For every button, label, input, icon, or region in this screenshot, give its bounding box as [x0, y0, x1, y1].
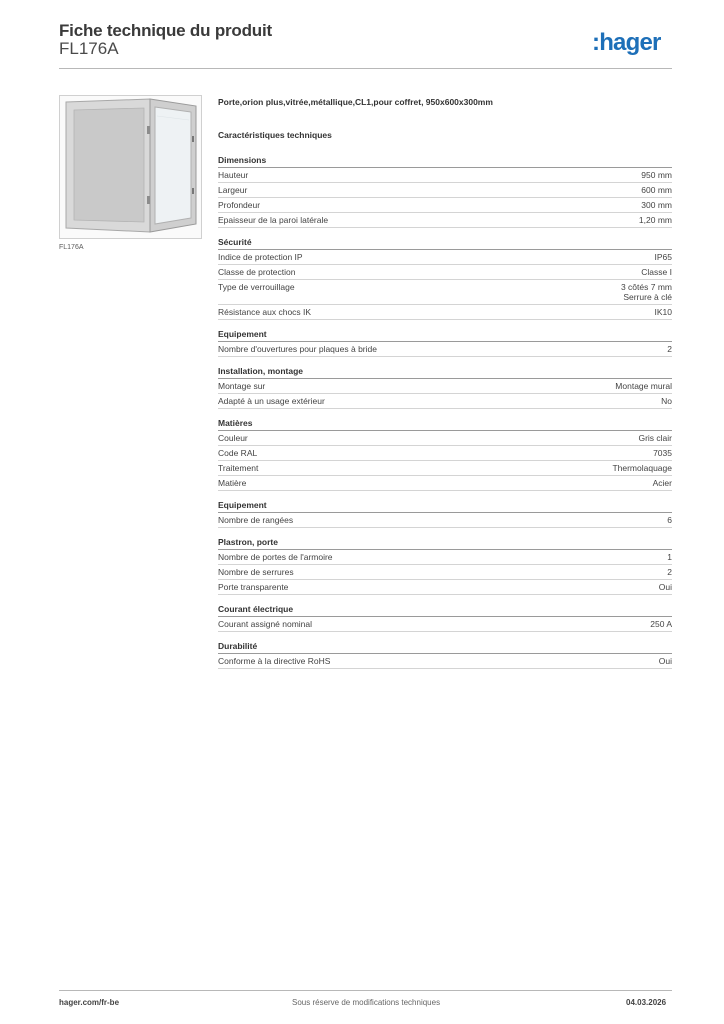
footer-disclaimer: Sous réserve de modifications techniques	[292, 998, 441, 1007]
spec-value	[659, 582, 672, 592]
spec-group	[218, 418, 672, 491]
spec-row	[218, 168, 672, 183]
spec-row	[218, 250, 672, 265]
spec-value-line: 2	[667, 567, 672, 577]
spec-row	[218, 446, 672, 461]
spec-value	[667, 344, 672, 354]
spec-row	[218, 265, 672, 280]
image-caption: FL176A	[59, 244, 84, 251]
spec-row	[218, 565, 672, 580]
spec-value	[653, 448, 672, 458]
spec-group	[218, 641, 672, 669]
spec-row	[218, 198, 672, 213]
spec-value-line: IK10	[654, 307, 672, 317]
spec-value	[650, 619, 672, 629]
spec-label: Type de verrouillage	[218, 282, 295, 292]
spec-row	[218, 305, 672, 320]
spec-label: Traitement	[218, 463, 259, 473]
enclosure-illustration	[60, 96, 201, 238]
spec-label: Couleur	[218, 433, 248, 443]
spec-value	[655, 307, 673, 317]
spec-label: Résistance aux chocs IK	[218, 307, 312, 317]
spec-group-title: Sécurité	[218, 237, 672, 250]
spec-group	[218, 604, 672, 632]
spec-row	[218, 617, 672, 632]
spec-group-title: Equipement	[218, 500, 672, 513]
spec-group	[218, 366, 672, 409]
footer-date: 04.03.2026	[626, 998, 667, 1007]
spec-group	[218, 237, 672, 320]
characteristics-heading: Caractéristiques techniques	[218, 130, 332, 140]
spec-value	[641, 185, 672, 195]
spec-label: Largeur	[218, 185, 248, 195]
spec-group-title: Durabilité	[218, 641, 672, 654]
spec-value	[641, 200, 672, 210]
spec-value-line: Oui	[658, 582, 672, 592]
spec-row	[218, 280, 672, 305]
spec-value	[639, 215, 672, 225]
spec-row	[218, 213, 672, 228]
spec-value-line: Thermolaquage	[612, 463, 672, 473]
spec-label: Hauteur	[218, 170, 249, 180]
product-image	[59, 95, 202, 239]
spec-label: Classe de protection	[218, 267, 296, 277]
spec-label: Code RAL	[218, 448, 258, 458]
spec-value	[667, 567, 672, 577]
spec-value-line: 300 mm	[641, 200, 672, 210]
product-reference: FL176A	[59, 39, 119, 58]
spec-value-line: 7035	[653, 448, 672, 458]
spec-value	[612, 463, 672, 473]
spec-label: Nombre de rangées	[218, 515, 294, 525]
spec-group-title: Installation, montage	[218, 366, 672, 379]
spec-value	[653, 478, 672, 488]
spec-row	[218, 654, 672, 669]
footer-website: hager.com/fr-be	[59, 998, 120, 1007]
spec-value-line: 1,20 mm	[638, 215, 672, 225]
spec-group-title: Plastron, porte	[218, 537, 672, 550]
spec-label: Nombre de serrures	[218, 567, 294, 577]
spec-value-line: Classe I	[641, 267, 672, 277]
spec-value-line: Montage mural	[615, 381, 672, 391]
spec-value	[661, 396, 672, 406]
spec-value-line: Gris clair	[638, 433, 672, 443]
spec-group	[218, 329, 672, 357]
spec-value	[641, 267, 672, 277]
product-description: Porte,orion plus,vitrée,métallique,CL1,pour coffret, 950x600x300mm	[218, 97, 493, 107]
spec-label: Epaisseur de la paroi latérale	[218, 215, 329, 225]
spec-value-line: Serrure à clé	[623, 292, 672, 302]
spec-row	[218, 580, 672, 595]
spec-label: Matière	[218, 478, 247, 488]
spec-label: Nombre de portes de l'armoire	[218, 552, 333, 562]
spec-value-line: Oui	[658, 656, 672, 666]
spec-group-title: Equipement	[218, 329, 672, 342]
spec-group	[218, 500, 672, 528]
spec-row	[218, 394, 672, 409]
spec-label: Porte transparente	[218, 582, 289, 592]
hager-logo: :hager	[592, 29, 661, 56]
spec-value-line: No	[661, 396, 672, 406]
spec-group-title: Courant électrique	[218, 604, 672, 617]
spec-value-line: 1	[667, 552, 672, 562]
spec-value-line: 6	[667, 515, 672, 525]
spec-label: Nombre d'ouvertures pour plaques à bride	[218, 344, 377, 354]
spec-value-line: 950 mm	[641, 170, 672, 180]
spec-value	[638, 433, 672, 443]
spec-label: Courant assigné nominal	[218, 619, 313, 629]
spec-row	[218, 550, 672, 565]
page-title: Fiche technique du produit	[59, 21, 272, 40]
spec-group-title: Dimensions	[218, 155, 672, 168]
spec-label: Montage sur	[218, 381, 266, 391]
spec-value	[667, 515, 672, 525]
spec-value-line: 250 A	[650, 619, 672, 629]
spec-value-line: 600 mm	[641, 185, 672, 195]
spec-value-line: Acier	[652, 478, 672, 488]
spec-label: Conforme à la directive RoHS	[218, 656, 331, 666]
spec-group-title: Matières	[218, 418, 672, 431]
spec-value-line: 2	[667, 344, 672, 354]
spec-row	[218, 379, 672, 394]
spec-row	[218, 476, 672, 491]
spec-row	[218, 513, 672, 528]
spec-label: Profondeur	[218, 200, 261, 210]
spec-row	[218, 431, 672, 446]
spec-label: Adapté à un usage extérieur	[218, 396, 325, 406]
spec-value-line: 3 côtés 7 mm	[620, 282, 672, 292]
spec-group	[218, 155, 672, 228]
spec-group	[218, 537, 672, 595]
spec-value	[655, 252, 673, 262]
footer-divider	[59, 990, 672, 991]
spec-row	[218, 183, 672, 198]
spec-value	[621, 282, 672, 302]
spec-value	[615, 381, 672, 391]
spec-value-line: IP65	[654, 252, 672, 262]
spec-row	[218, 342, 672, 357]
spec-row	[218, 461, 672, 476]
header-divider	[59, 68, 672, 69]
spec-value	[659, 656, 672, 666]
specs-table	[218, 155, 672, 678]
spec-label: Indice de protection IP	[218, 252, 303, 262]
spec-value	[667, 552, 672, 562]
spec-value	[641, 170, 672, 180]
